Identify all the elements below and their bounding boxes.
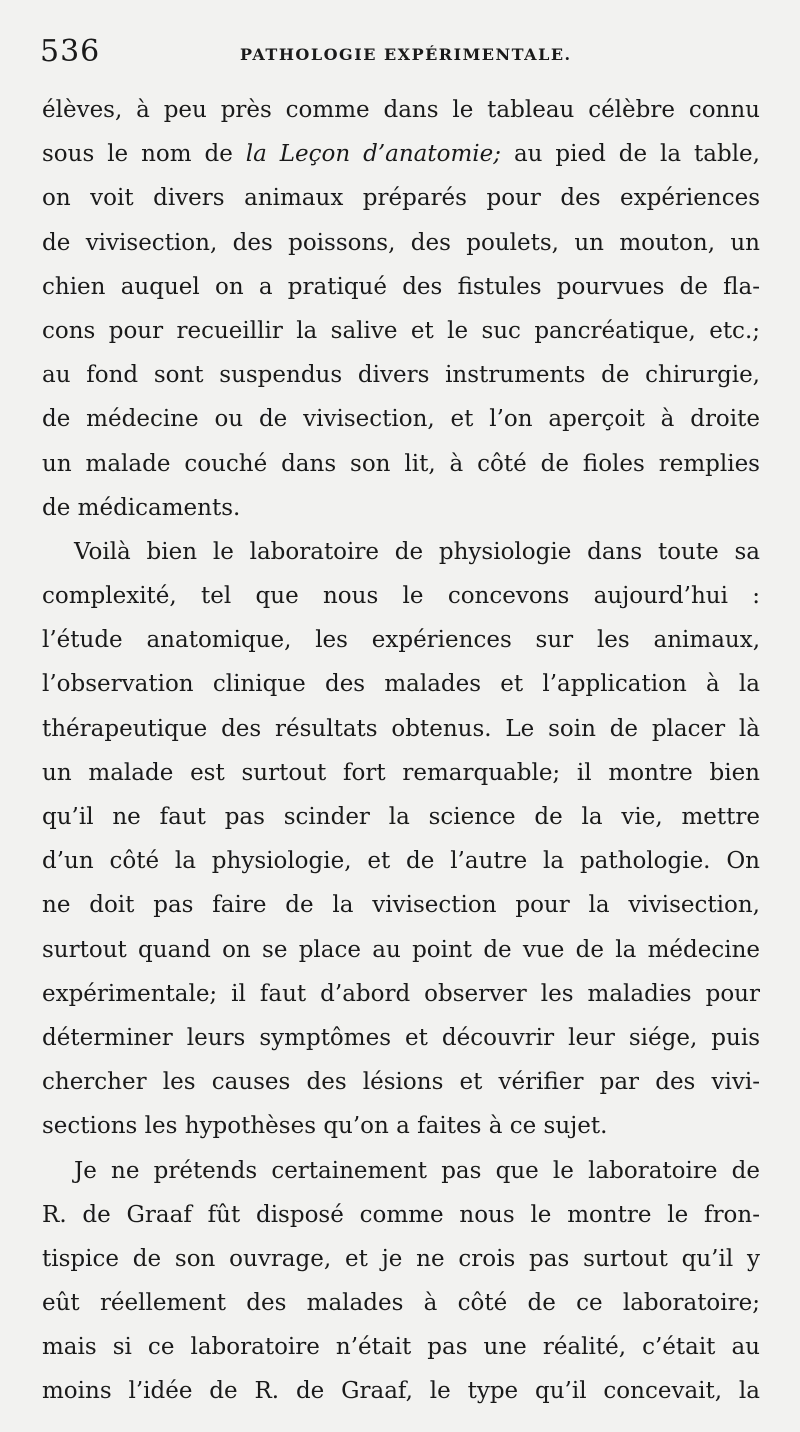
text-line: qu’il ne faut pas scinder la science de la vie, mettre: [42, 804, 760, 830]
text-line: ne doit pas faire de la vivisection pour la vivisection,: [42, 892, 760, 919]
text-line: eût réellement des malades à côté de ce laboratoire;: [42, 1290, 760, 1317]
text-line: de médecine ou de vivisection, et l’on aperçoit à droite: [42, 406, 760, 433]
italic-title: la Leçon d’anatomie;: [245, 141, 502, 168]
text-line: l’observation clinique des malades et l’application à la: [42, 671, 760, 698]
text-line: de vivisection, des poissons, des poulets, un mouton, un: [42, 229, 760, 256]
text-line: Je ne prétends certainement pas que le laboratoire de: [74, 1157, 760, 1184]
text-line: chien auquel on a pratiqué des fistules pourvues de fla-: [42, 273, 760, 300]
text-line: cons pour recueillir la salive et le suc pancréatique, etc.;: [42, 317, 760, 344]
text-line: au fond sont suspendus divers instruments de chirurgie,: [42, 362, 760, 389]
text-segment: au pied de la table,: [501, 141, 760, 168]
text-line: déterminer leurs symptômes et découvrir leur siége, puis: [42, 1024, 760, 1051]
body-text: [42, 88, 760, 1414]
text-line: Voilà bien le laboratoire de physiologie dans toute sa: [74, 538, 760, 565]
text-line: moins l’idée de R. de Graaf, le type qu’il concevait, la: [42, 1378, 760, 1405]
text-line: thérapeutique des résultats obtenus. Le soin de placer là: [42, 715, 760, 742]
text-line: un malade couché dans son lit, à côté de fioles remplies: [42, 450, 760, 477]
text-line: d’un côté la physiologie, et de l’autre la pathologie. On: [42, 848, 760, 875]
text-line: tispice de son ouvrage, et je ne crois pas surtout qu’il y: [42, 1245, 760, 1272]
running-title: PATHOLOGIE EXPÉRIMENTALE.: [240, 45, 572, 64]
text-line: élèves, à peu près comme dans le tableau célèbre connu: [42, 97, 760, 123]
text-line: surtout quand on se place au point de vue de la médecine: [42, 936, 760, 963]
text-line: chercher les causes des lésions et vérifier par des vivi-: [42, 1069, 760, 1096]
text-line: on voit divers animaux préparés pour des expériences: [42, 185, 760, 212]
text-line: sections les hypothèses qu’on a faites à ce sujet.: [42, 1113, 608, 1140]
text-line: l’étude anatomique, les expériences sur les animaux,: [42, 627, 760, 654]
text-line: R. de Graaf fût disposé comme nous le montre le fron-: [42, 1201, 760, 1228]
text-line: de médicaments.: [42, 494, 241, 521]
text-segment: sous le nom de: [42, 141, 246, 168]
text-line: [42, 132, 760, 176]
text-line: complexité, tel que nous le concevons aujourd’hui :: [42, 583, 760, 610]
text-line: expérimentale; il faut d’abord observer les maladies pour: [42, 980, 760, 1007]
page-header: [40, 34, 760, 74]
text-line: un malade est surtout fort remarquable; il montre bien: [42, 759, 760, 786]
text-line: mais si ce laboratoire n’était pas une réalité, c’était au: [42, 1334, 760, 1361]
page-number: 536: [40, 34, 101, 69]
